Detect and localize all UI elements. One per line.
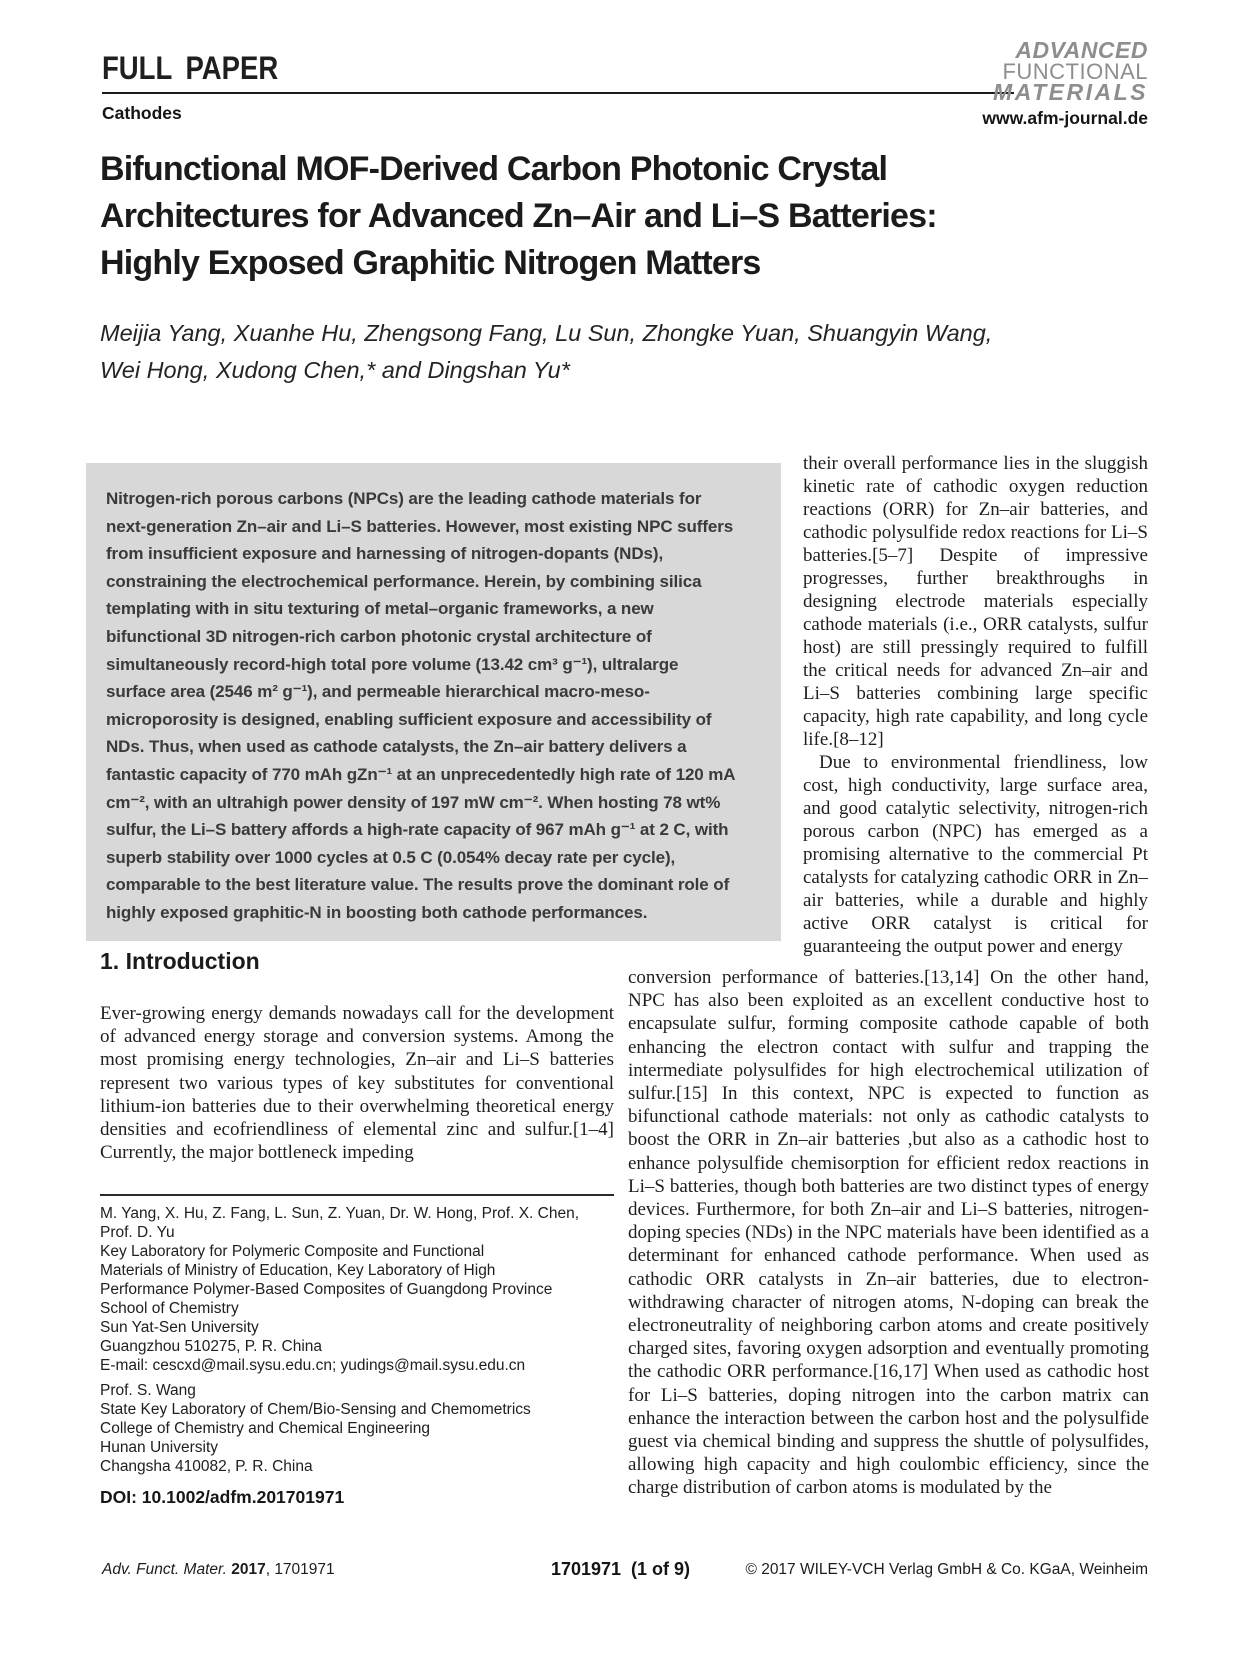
footer-citation-journal: Adv. Funct. Mater. [102, 1561, 232, 1578]
right-body-paragraph: conversion performance of batteries.[13,14] On the other hand, NPC has also been exploited as an excellent conductive host to encapsulate sulfur, forming composite cathode capable of both enhancing the electron contact with sulfur and trapping the intermediate polysulfides for high electrochemical utilization of sulfur.[15] In this context, NPC is expected to function as bifunctional cathode materials: not only as cathodic catalysts to boost the ORR in Zn–air batteries ,but also as a cathodic host to enhance polysulfide chemisorption for efficient redox reactions in Li–S batteries, though both batteries are two distinct types of energy devices. Furthermore, for both Zn–air and Li–S batteries, nitrogen-doping species (NDs) in the NPC materials have been identified as a determinant for enhanced cathode performance. When used as cathodic ORR catalysts in Zn–air batteries, due to electron-withdrawing character of nitrogen atoms, N-doping can break the electroneutrality of neighboring carbon atoms and create positively charged sites, favoring oxygen adsorption and eventually promoting the cathodic ORR performance.[16,17] When used as cathodic host for Li–S batteries, doping nitrogen into the carbon matrix can enhance the interaction between the carbon host and the polysulfide guest via chemical binding and suppress the shuttle of polysulfides, allowing high capacity and high coulombic efficiency, since the charge distribution of carbon atoms is modulated by the [628, 967, 1149, 1499]
page-footer [0, 1561, 1241, 1591]
introduction-paragraph [100, 1002, 614, 1174]
affiliation-divider [100, 1194, 614, 1196]
affiliation-line: Key Laboratory for Polymeric Composite and Functional [100, 1243, 485, 1260]
affiliation-line: Prof. D. Yu [100, 1224, 175, 1241]
affiliation-line: College of Chemistry and Chemical Engineering [100, 1420, 430, 1437]
section-label: Cathodes [102, 103, 182, 123]
affiliation-line: School of Chemistry [100, 1300, 239, 1317]
affiliation-line: Guangzhou 510275, P. R. China [100, 1338, 323, 1355]
abstract-panel [86, 463, 781, 941]
affiliation-group-1 [100, 1204, 614, 1375]
title-line: Bifunctional MOF-Derived Carbon Photonic Crystal [100, 150, 888, 188]
article-title [100, 146, 937, 287]
right-body-column [628, 966, 1149, 1528]
logo-line-advanced: ADVANCED [1015, 37, 1148, 63]
article-type-label: FULL PAPER [102, 50, 279, 86]
header-divider [102, 92, 1014, 94]
affiliation-line: E-mail: cescxd@mail.sysu.edu.cn; yudings@mail.sysu.edu.cn [100, 1357, 526, 1374]
author-line: Wei Hong, Xudong Chen,* and Dingshan Yu* [100, 357, 570, 383]
affiliation-line: Materials of Ministry of Education, Key Laboratory of High [100, 1262, 496, 1279]
affiliation-line: Sun Yat-Sen University [100, 1319, 259, 1336]
affiliation-block [100, 1204, 614, 1507]
affiliation-line: Performance Polymer-Based Composites of Guangdong Province [100, 1281, 553, 1298]
author-line: Meijia Yang, Xuanhe Hu, Zhengsong Fang, Lu Sun, Zhongke Yuan, Shuangyin Wang, [100, 320, 993, 346]
affiliation-line: Changsha 410082, P. R. China [100, 1458, 313, 1475]
section-heading-introduction: 1. Introduction [100, 948, 260, 974]
intro-sidebar-paragraph-1: their overall performance lies in the sluggish kinetic rate of cathodic oxygen reduction reactions (ORR) for Zn–air batteries, and cathodic polysulfide redox reactions for Li–S batteries.[5–7] Despite of impressive progresses, further breakthroughs in designing electrode materials especially cathode materials (i.e., ORR catalysts, sulfur host) are still pressingly required to fulfill the critical needs for advanced Zn–air and Li–S batteries combining large specific capacity, high rate capability, and long cycle life.[8–12] [803, 453, 1148, 750]
title-line: Architectures for Advanced Zn–Air and Li–S Batteries: [100, 197, 937, 235]
author-list [100, 315, 992, 389]
affiliation-line: Prof. S. Wang [100, 1382, 196, 1399]
journal-url: www.afm-journal.de [982, 108, 1148, 128]
intro-sidebar-column [803, 452, 1148, 960]
footer-citation-article: , 1701971 [265, 1561, 335, 1578]
affiliation-line: Hunan University [100, 1439, 219, 1456]
doi: DOI: 10.1002/adfm.201701971 [100, 1487, 345, 1507]
logo-line-materials: MATERIALS [993, 79, 1148, 105]
abstract-text: Nitrogen-rich porous carbons (NPCs) are the leading cathode materials for next-generation Zn–air and Li–S batteries. However, most existing NPC suffers from insufficient exposure and harnessing of nitrogen-dopants (NDs), constraining the electrochemical performance. Herein, by combining silica templating with in situ texturing of metal–organic frameworks, a new bifunctional 3D nitrogen-rich carbon photonic crystal architecture of simultaneously record-high total pore volume (13.42 cm³ g⁻¹), ultralarge surface area (2546 m² g⁻¹), and permeable hierarchical macro-meso-microporosity is designed, enabling sufficient exposure and accessibility of NDs. Thus, when used as cathode catalysts, the Zn–air battery delivers a fantastic capacity of 770 mAh gZn⁻¹ at an unprecedentedly high rate of 120 mA cm⁻², with an ultrahigh power density of 197 mW cm⁻². When hosting 78 wt% sulfur, the Li–S battery affords a high-rate capacity of 967 mAh g⁻¹ at 2 C, with superb stability over 1000 cycles at 0.5 C (0.054% decay rate per cycle), comparable to the best literature value. The results prove the dominant role of highly exposed graphitic-N in boosting both cathode performances. [106, 489, 735, 922]
logo-line-functional: FUNCTIONAL [1002, 59, 1148, 84]
intro-sidebar-paragraph-2: Due to environmental friendliness, low cost, high conductivity, large surface area, and good catalytic selectivity, nitrogen-rich porous carbon (NPC) has emerged as a promising alternative to the commercial Pt catalysts for catalyzing cathodic ORR in Zn–air batteries, while a durable and highly active ORR catalyst is critical for guaranteeing the output power and energy [803, 752, 1148, 957]
journal-logo [993, 37, 1148, 105]
affiliation-line: M. Yang, X. Hu, Z. Fang, L. Sun, Z. Yuan, Dr. W. Hong, Prof. X. Chen, [100, 1205, 580, 1222]
affiliation-group-2 [100, 1381, 614, 1476]
footer-citation-year: 2017 [231, 1561, 266, 1578]
footer-copyright: © 2017 WILEY-VCH Verlag GmbH & Co. KGaA, Weinheim [745, 1561, 1148, 1578]
affiliation-line: State Key Laboratory of Chem/Bio-Sensing and Chemometrics [100, 1401, 531, 1418]
footer-page-info: 1701971 (1 of 9) [550, 1559, 691, 1579]
title-line: Highly Exposed Graphitic Nitrogen Matters [100, 244, 761, 282]
introduction-paragraph-text: Ever-growing energy demands nowadays call for the development of advanced energy storage and conversion systems. Among the most promising energy technologies, Zn–air and Li–S batteries represent two various types of key substitutes for conventional lithium-ion batteries due to their overwhelming theoretical energy densities and ecofriendliness of elemental zinc and sulfur.[1–4] Currently, the major bottleneck impeding [100, 1003, 614, 1164]
